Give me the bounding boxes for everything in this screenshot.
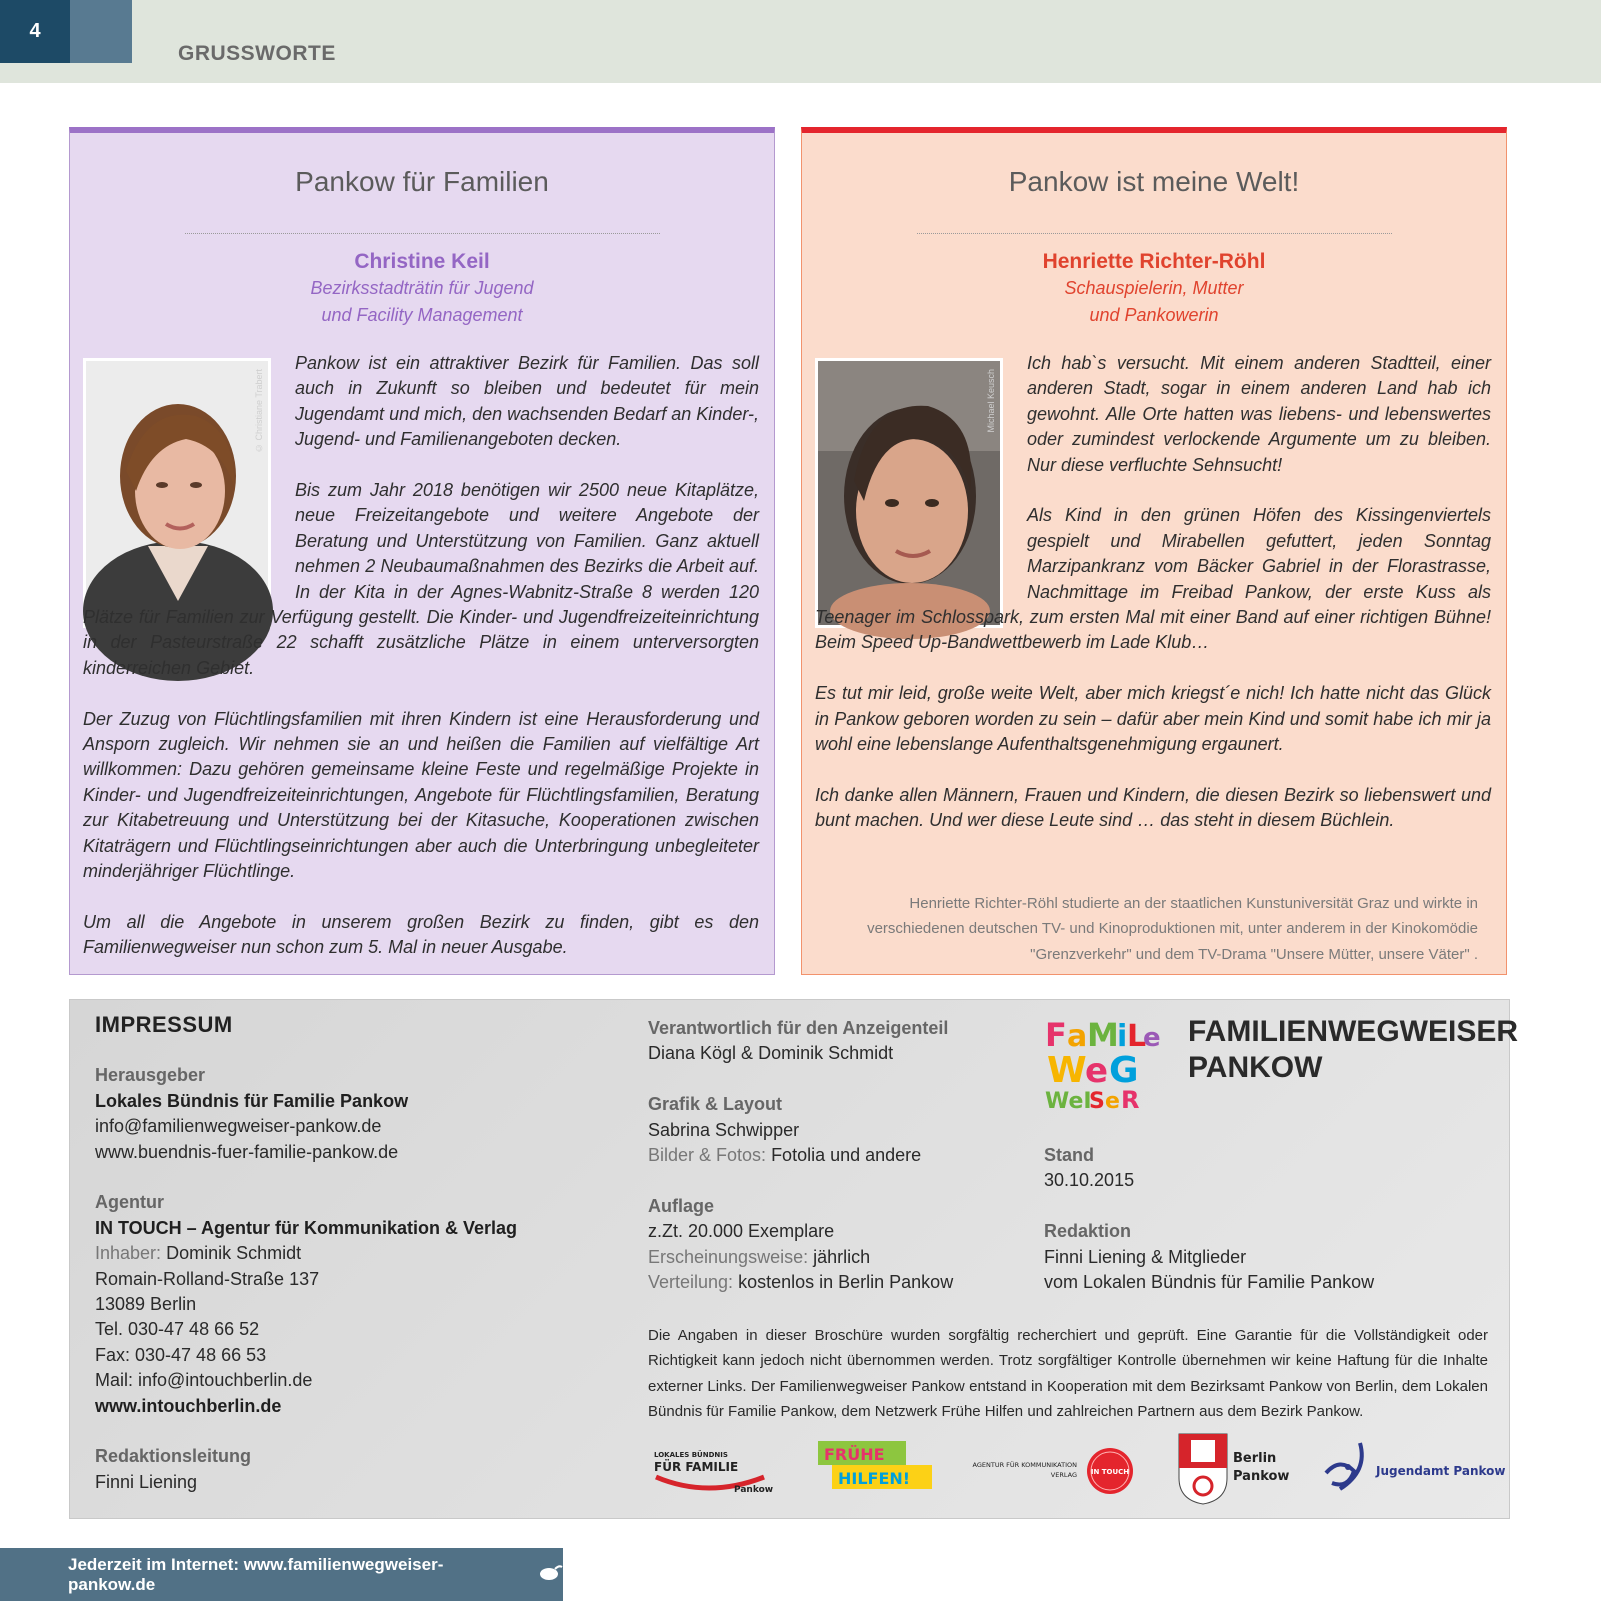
section-title: GRUSSWORTE	[178, 42, 336, 65]
familienwegweiser-title-line2: PANKOW	[1188, 1051, 1323, 1084]
jugendamt-text: Jugendamt Pankow	[1376, 1464, 1506, 1478]
herausgeber-label: Herausgeber	[95, 1065, 206, 1086]
jugendamt-logo	[1320, 1437, 1506, 1497]
svg-text:G: G	[1109, 1050, 1139, 1091]
intouch-logo-text: AGENTUR FÜR KOMMUNIKATION	[972, 1461, 1077, 1469]
greeting-paragraph: Der Zuzug von Flüchtlingsfamilien mit ihren Kindern ist eine Herausforderung und Ansporn zugleich. Wir nehmen sie an und heißen die Familien auf vielfältige Art willkommen: Dazu gehören gemeinsame kleine Feste und regelmäßige Projekte in Kinder- und Jugendfreizeiteinrichtungen, Angebote für Flüchtlingsfamilien, Beratung zur Kitabetreuung und Unterstützung bei der Kitasuche, Kooperationen zwischen Kitaträgern und Flüchtlingseinrichtungen aber auch die Unterbringung unbegleiteter minderjähriger Flüchtlinge.	[83, 708, 759, 882]
impressum-box	[69, 999, 1518, 1519]
author-role-line2: und Pankowerin	[1089, 305, 1219, 325]
grafik-label: Grafik & Layout	[648, 1094, 783, 1115]
greeting-box-left	[69, 127, 775, 975]
svg-text:a: a	[1067, 1019, 1088, 1054]
buendnis-logo-graphic	[648, 1437, 778, 1497]
author-name: Christine Keil	[354, 250, 490, 273]
greeting-paragraph: Es tut mir leid, große weite Welt, aber mich kriegst´e nich! Ich hatte nicht das Glück in Pankow geboren worden zu sein – dafür aber mein Kind und somit habe ich mir ja wohl eine lebenslange Aufenthaltsgenehmigung ergaunert.	[815, 683, 1491, 755]
buendnis-logo-text: Pankow	[734, 1485, 774, 1495]
stand-label: Stand	[1044, 1145, 1095, 1165]
svg-text:e: e	[1143, 1023, 1161, 1053]
author-role-line2: und Facility Management	[321, 305, 523, 325]
title-divider	[917, 233, 1392, 234]
agentur-city: 13089 Berlin	[95, 1294, 197, 1315]
familienwegweiser-title-line1: FAMILIENWEGWEISER	[1188, 1015, 1518, 1048]
buendnis-logo-text: FÜR FAMILIE	[654, 1460, 739, 1474]
bilder-value: Fotolia und andere	[771, 1145, 922, 1166]
herausgeber-website[interactable]: www.buendnis-fuer-familie-pankow.de	[95, 1141, 399, 1162]
impressum-col-1	[95, 1012, 517, 1495]
berlin-pankow-text: Pankow	[1233, 1469, 1290, 1484]
fruehe-hilfen-text: FRÜHE	[824, 1445, 885, 1464]
title-divider	[185, 233, 660, 234]
herausgeber-name: Lokales Bündnis für Familie Pankow	[95, 1090, 409, 1111]
footer-bar	[0, 1548, 563, 1601]
greeting-paragraph: Als Kind in den grünen Höfen des Kissingenviertels gespielt und Mirabellen gefuttert, jeden Sonntag Marzipankranz vom Bäcker Gabriel in der Florastrasse, Nachmittage im Freibad Pankow, der erste Kuss als Teenager im Schlosspark, zum ersten Mal mit einer Band auf einer richtigen Bühne! Beim Speed Up-Bandwettbewerb im Lade Klub…	[815, 505, 1491, 653]
familienwegweiser-logo	[1043, 1014, 1167, 1112]
photo-spacer	[815, 351, 1027, 605]
agentur-mail[interactable]: Mail: info@intouchberlin.de	[95, 1370, 313, 1391]
greeting-title: Pankow ist meine Welt!	[1008, 166, 1300, 197]
svg-text:W: W	[1047, 1050, 1087, 1091]
svg-text:i: i	[1117, 1019, 1128, 1054]
greeting-box-right	[801, 127, 1507, 975]
redaktionsleitung-value: Finni Liening	[95, 1471, 198, 1492]
greeting-body	[83, 351, 759, 961]
greeting-paragraph: Ich hab`s versucht. Mit einem anderen Stadtteil, einer anderen Stadt, sogar in einem anderen Land hab ich gewohnt. Alle Orte hatten was liebens- und lebenswertes oder zumindest verlockende Argumente um zu bleiben. Nur diese verfluchte Sehnsucht!	[1027, 353, 1491, 475]
agentur-phone: Tel. 030-47 48 66 52	[95, 1319, 260, 1340]
photo-credit: © Christiane Trabert	[254, 369, 264, 454]
redaktion-line2: vom Lokalen Bündnis für Familie Pankow	[1044, 1272, 1375, 1293]
author-role-line1: Bezirksstadträtin für Jugend	[310, 278, 534, 298]
inhaber-value: Dominik Schmidt	[166, 1243, 302, 1264]
svg-text:e: e	[1105, 1089, 1120, 1114]
jugendamt-logo-graphic	[1320, 1437, 1506, 1497]
auflage-value: z.Zt. 20.000 Exemplare	[648, 1221, 835, 1242]
berlin-pankow-logo-graphic	[1177, 1430, 1297, 1506]
redaktion-line1: Finni Liening & Mitglieder	[1044, 1246, 1247, 1267]
header-accent-block	[70, 0, 132, 63]
author-bio-note: Henriette Richter-Röhl studierte an der staatlichen Kunstuniversität Graz und wirkte in verschiedenen deutschen TV- und Kinoproduktionen mit, unter anderem in der Kinokomödie "Grenzverkehr" und dem TV-Drama "Unsere Mütter, unsere Väter" .	[867, 895, 1478, 963]
agentur-label: Agentur	[95, 1192, 164, 1213]
buendnis-logo	[648, 1437, 778, 1497]
svg-text:M: M	[1087, 1016, 1119, 1054]
agentur-fax: Fax: 030-47 48 66 53	[95, 1344, 267, 1365]
photo-credit: Michael Keusch	[986, 369, 996, 433]
greeting-paragraph: Pankow ist ein attraktiver Bezirk für Familien. Das soll auch in Zukunft so bleiben und bedeutet für mein Jugendamt und mich, den wachsenden Bedarf an Kinder-, Jugend- und Familienangeboten decken.	[295, 353, 759, 450]
familienwegweiser-title	[1188, 1014, 1518, 1086]
stand-value: 30.10.2015	[1044, 1170, 1135, 1191]
svg-text:WeI: WeI	[1045, 1089, 1092, 1114]
greeting-title: Pankow für Familien	[295, 166, 549, 197]
greeting-paragraph: Um all die Angebote in unserem großen Bezirk zu finden, gibt es den Familienwegweiser nun schon zum 5. Mal in neuer Ausgabe.	[83, 911, 759, 958]
page-number: 4	[0, 0, 70, 63]
redaktion-label: Redaktion	[1044, 1221, 1132, 1242]
fruehe-hilfen-text: HILFEN!	[838, 1469, 911, 1488]
author-role-line1: Schauspielerin, Mutter	[1064, 278, 1244, 298]
impressum-col-2	[648, 1016, 953, 1295]
erscheinung-label: Erscheinungsweise:	[648, 1246, 809, 1267]
author-name: Henriette Richter-Röhl	[1042, 250, 1266, 273]
intouch-logo-graphic	[972, 1437, 1147, 1497]
fruehe-hilfen-logo	[814, 1437, 940, 1497]
verteilung-value: kostenlos in Berlin Pankow	[738, 1272, 954, 1293]
buendnis-logo-text: LOKALES BÜNDNIS	[654, 1451, 728, 1459]
footer-website-text[interactable]: Jederzeit im Internet: www.familienwegweiser-pankow.de	[68, 1554, 444, 1594]
intouch-badge-text: IN TOUCH	[1090, 1468, 1130, 1476]
fruehe-hilfen-logo-graphic	[814, 1437, 940, 1497]
impressum-col-3	[1044, 1143, 1374, 1295]
mouse-icon	[537, 1563, 563, 1586]
inhaber-label: Inhaber:	[95, 1243, 162, 1264]
berlin-pankow-logo	[1177, 1430, 1297, 1506]
svg-text:e: e	[1085, 1051, 1109, 1091]
bilder-label: Bilder & Fotos:	[648, 1145, 767, 1166]
erscheinung-value: jährlich	[813, 1246, 871, 1267]
redaktionsleitung-label: Redaktionsleitung	[95, 1446, 252, 1467]
verteilung-label: Verteilung:	[648, 1272, 734, 1293]
impressum-heading: IMPRESSUM	[95, 1012, 233, 1037]
berlin-pankow-text: Berlin	[1233, 1451, 1277, 1466]
svg-text:F: F	[1045, 1016, 1067, 1054]
intouch-logo	[972, 1437, 1147, 1497]
herausgeber-email[interactable]: info@familienwegweiser-pankow.de	[95, 1116, 382, 1137]
intouch-logo-text: VERLAG	[1050, 1471, 1077, 1479]
svg-text:S: S	[1089, 1089, 1105, 1114]
auflage-label: Auflage	[648, 1195, 715, 1216]
greeting-paragraph: Ich danke allen Männern, Frauen und Kindern, die diesen Bezirk so liebenswert und bunt machen. Und wer diese Leute sind … das steht in diesem Büchlein.	[815, 784, 1491, 831]
disclaimer-text: Die Angaben in dieser Broschüre wurden sorgfältig recherchiert und geprüft. Eine Garantie für die Vollständigkeit oder Richtigkeit kann jedoch nicht übernommen werden. Trotz sorgfältiger Kontrolle übernehmen wir keine Haftung für die Inhalte externer Links. Der Familienwegweiser Pankow entstand in Kooperation mit dem Bezirksamt Pankow von Berlin, dem Lokalen Bündnis für Familie Pankow, dem Netzwerk Frühe Hilfen und zahlreichen Partnern aus dem Bezirk Pankow.	[648, 1327, 1488, 1421]
anzeigen-label: Verantwortlich für den Anzeigenteil	[648, 1018, 949, 1038]
svg-text:R: R	[1121, 1086, 1140, 1114]
familienwegweiser-logo-graphic	[1043, 1014, 1167, 1112]
greeting-paragraph: Bis zum Jahr 2018 benötigen wir 2500 neue Kitaplätze, neue Freizeitangebote und weitere Angebote der Beratung und Unterstützung von Familien. Ganz aktuell nehmen 2 Neubaumaßnahmen des Bezirks die Arbeit auf. In der Kita in der Agnes-Wabnitz-Straße 8 werden 120 Plätze für Familien zur Verfügung gestellt. Die Kinder- und Jugendfreizeiteinrichtung in der Pasteurstraße 22 schafft zusätzliche Plätze in einem unterversorgten kinderreichen Gebiet.	[83, 480, 759, 678]
photo-spacer	[83, 351, 295, 605]
agentur-name: IN TOUCH – Agentur für Kommunikation & Verlag	[95, 1217, 518, 1238]
anzeigen-value: Diana Kögl & Dominik Schmidt	[648, 1043, 894, 1064]
svg-text:L: L	[1127, 1019, 1147, 1054]
agentur-street: Romain-Rolland-Straße 137	[95, 1268, 320, 1289]
greeting-body	[815, 351, 1491, 834]
grafik-value: Sabrina Schwipper	[648, 1119, 800, 1140]
agentur-website[interactable]: www.intouchberlin.de	[95, 1395, 282, 1416]
